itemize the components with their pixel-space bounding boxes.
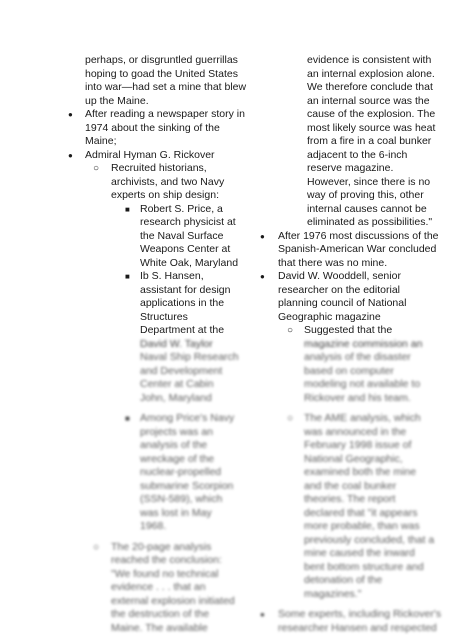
blurred-list-item — [258, 608, 468, 635]
subsublist-item-hansen — [66, 270, 256, 351]
text-line: Maine; — [85, 135, 256, 149]
circle-bullet-icon: ○ — [93, 541, 99, 555]
text-line: After 1976 most discussions of the — [278, 230, 468, 244]
text-line: research physicist at — [140, 216, 256, 230]
bullet-icon: ● — [260, 230, 265, 244]
text-line: mine caused the inward — [304, 547, 468, 561]
text-line: Geographic magazine — [278, 311, 468, 325]
text-line: more probable, than was — [304, 520, 468, 534]
text-line: researcher Hansen and respected — [278, 622, 468, 635]
text-line: applications in the — [140, 297, 256, 311]
text-line: archivists, and two Navy — [111, 176, 256, 190]
text-line: However, since there is no — [307, 176, 468, 190]
text-line: perhaps, or disgruntled guerrillas — [85, 54, 256, 68]
text-line: analysis of the disaster — [304, 351, 468, 365]
text-line: reached the conclusion: — [111, 554, 256, 568]
text-line: previously concluded, that a — [304, 534, 468, 548]
bullet-icon: ● — [260, 608, 265, 622]
text-line: February 1998 issue of — [304, 439, 468, 453]
text-line: most likely source was heat — [307, 122, 468, 136]
text-line: planning council of National — [278, 297, 468, 311]
text-line: theories. The report — [304, 493, 468, 507]
subsublist-item-price — [66, 203, 256, 271]
bullet-icon: ● — [68, 149, 73, 163]
text-line: The 20-page analysis — [111, 541, 256, 555]
text-line: 1968. — [140, 520, 256, 534]
text-line: an internal source was the — [307, 95, 468, 109]
blurred-sublist-item — [258, 412, 468, 601]
blurred-sublist-item — [66, 541, 256, 635]
text-line: wreckage of the — [140, 453, 256, 467]
text-line: John, Maryland — [140, 392, 256, 406]
text-line: examined both the mine — [304, 466, 468, 480]
text-line: from a fire in a coal bunker — [307, 135, 468, 149]
text-line: Weapons Center at — [140, 243, 256, 257]
left-continuation — [66, 54, 256, 108]
text-line: The AME analysis, which — [304, 412, 468, 426]
blurred-subsublist-continuation — [66, 351, 256, 405]
text-line: the destruction of the — [111, 608, 256, 622]
text-line: experts on ship design: — [111, 189, 256, 203]
text-line: based on computer — [304, 365, 468, 379]
text-line: detonation of the — [304, 574, 468, 588]
text-line: assistant for design — [140, 284, 256, 298]
text-line: Rickover and his team. — [304, 392, 468, 406]
right-column — [258, 54, 468, 635]
text-line: After reading a newspaper story in — [85, 108, 256, 122]
text-line: Spanish-American War concluded — [278, 243, 468, 257]
text-line: eliminated as possibilities." — [307, 216, 468, 230]
text-line: and the coal bunker — [304, 480, 468, 494]
text-line: was announced in the — [304, 426, 468, 440]
text-line: reserve magazine. — [307, 162, 468, 176]
text-line: Structures — [140, 311, 256, 325]
list-item-newspaper — [66, 108, 256, 149]
list-item-wooddell — [258, 270, 468, 324]
text-line: the Naval Surface — [140, 230, 256, 244]
sublist-item-suggested — [258, 324, 468, 351]
text-line: Robert S. Price, a — [140, 203, 256, 217]
text-line: National Geographic, — [304, 453, 468, 467]
text-line: 1974 about the sinking of the — [85, 122, 256, 136]
text-line: internal causes cannot be — [307, 203, 468, 217]
text-line: nuclear-propelled — [140, 466, 256, 480]
text-line: Department at the — [140, 324, 256, 338]
text-line: into war—had set a mine that blew — [85, 81, 256, 95]
bullet-icon: ● — [68, 108, 73, 122]
text-line: declared that "it appears — [304, 507, 468, 521]
text-line: and Development — [140, 365, 256, 379]
square-bullet-icon: ■ — [125, 203, 130, 217]
text-line: (SSN-589), which — [140, 493, 256, 507]
text-line: modeling not available to — [304, 378, 468, 392]
text-line: projects was an — [140, 426, 256, 440]
text-line: adjacent to the 6-inch — [307, 149, 468, 163]
text-line: analysis of the — [140, 439, 256, 453]
text-line: White Oak, Maryland — [140, 257, 256, 271]
text-line: Some experts, including Rickover's — [278, 608, 468, 622]
text-line: an internal explosion alone. — [307, 68, 468, 82]
text-line: cause of the explosion. The — [307, 108, 468, 122]
square-bullet-icon: ■ — [125, 270, 130, 284]
text-line: "We found no technical — [111, 568, 256, 582]
text-line: David W. Taylor — [140, 338, 256, 352]
text-line: external explosion initiated — [111, 595, 256, 609]
blurred-sublist-continuation — [258, 351, 468, 405]
text-line: We therefore conclude that — [307, 81, 468, 95]
sublist-item-recruited — [66, 162, 256, 203]
text-line: way of proving this, other — [307, 189, 468, 203]
text-line: submarine Scorpion — [140, 480, 256, 494]
text-line: evidence is consistent with — [307, 54, 468, 68]
text-line: Ib S. Hansen, — [140, 270, 256, 284]
text-line: Admiral Hyman G. Rickover — [85, 149, 256, 163]
text-line: evidence . . . that an — [111, 581, 256, 595]
text-line: that there was no mine. — [278, 257, 468, 271]
text-line: Center at Cabin — [140, 378, 256, 392]
blurred-subsublist-item — [66, 412, 256, 534]
right-continuation — [258, 54, 468, 230]
left-column — [66, 54, 256, 635]
list-item-rickover — [66, 149, 256, 163]
text-line: Naval Ship Research — [140, 351, 256, 365]
circle-bullet-icon: ○ — [287, 324, 293, 338]
blurred-region-right — [258, 351, 468, 635]
text-line: magazines." — [304, 588, 468, 602]
circle-bullet-icon: ○ — [93, 162, 99, 176]
text-line: Suggested that the — [304, 324, 468, 338]
text-line: bent bottom structure and — [304, 561, 468, 575]
text-line: researcher on the editorial — [278, 284, 468, 298]
text-line: Maine. The available — [111, 622, 256, 635]
text-line: David W. Wooddell, senior — [278, 270, 468, 284]
list-item-after-1976 — [258, 230, 468, 271]
text-line: magazine commission an — [304, 338, 468, 352]
text-line: hoping to goad the United States — [85, 68, 256, 82]
text-line: up the Maine. — [85, 95, 256, 109]
text-line: Recruited historians, — [111, 162, 256, 176]
circle-bullet-icon: ○ — [287, 412, 293, 426]
blurred-region-left — [66, 351, 256, 635]
square-bullet-icon: ■ — [125, 412, 130, 426]
text-line: was lost in May — [140, 507, 256, 521]
bullet-icon: ● — [260, 270, 265, 284]
text-line: Among Price's Navy — [140, 412, 256, 426]
